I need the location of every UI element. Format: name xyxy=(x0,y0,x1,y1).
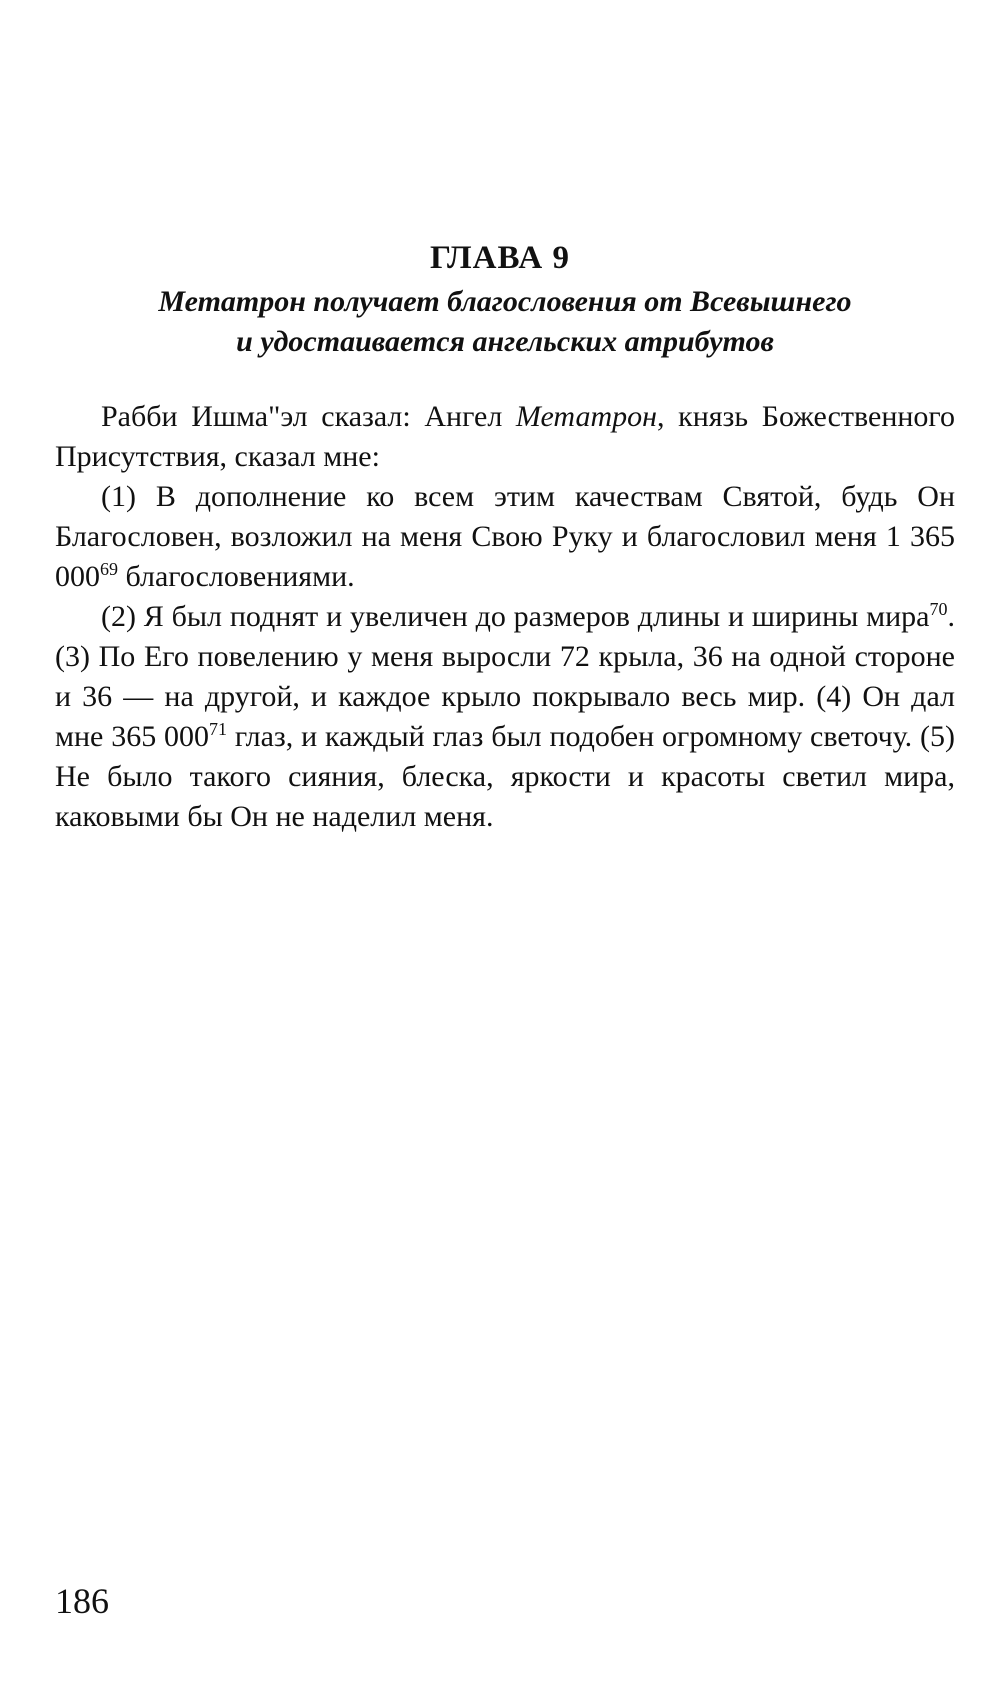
paragraph-3-text-a: (2) Я был поднят и увеличен до размеров длины и ширины мира xyxy=(101,600,930,633)
footnote-ref-70: 70 xyxy=(929,599,948,619)
paragraph-2-text-a: (1) В дополнение ко всем этим качествам Святой, будь Он Благословен, возложил на меня Свою Руку и благословил меня 1 365 000 xyxy=(55,480,955,593)
paragraph-1-text-a: Рабби Ишма"эл сказал: Ангел xyxy=(101,400,516,433)
footnote-ref-69: 69 xyxy=(100,559,118,579)
paragraph-3-text-c: глаз, и каждый глаз был подобен огромному светочу. (5) Не было такого сияния, блеска, яркости и красоты светил мира, каковыми бы Он не наделил меня. xyxy=(55,720,955,833)
chapter-subtitle-line-2: и удостаивается ангельских атрибутов xyxy=(236,325,774,358)
paragraph-2 xyxy=(55,477,955,597)
body-text xyxy=(55,397,955,837)
paragraph-3 xyxy=(55,597,955,837)
angel-name: Метатрон xyxy=(515,400,657,433)
paragraph-1 xyxy=(55,397,955,477)
footnote-ref-71: 71 xyxy=(209,719,228,739)
paragraph-3-text-b: . (3) По Его повелению у меня выросли 72 крыла, 36 на одной стороне и 36 — на другой, и каждое крыло покрывало весь мир. (4) Он дал мне 365 000 xyxy=(55,600,955,753)
chapter-heading: ГЛАВА 9 xyxy=(430,240,570,276)
paragraph-2-text-b: благословениями. xyxy=(118,560,355,593)
page-number: 186 xyxy=(55,1581,109,1621)
chapter-subtitle xyxy=(55,282,955,362)
chapter-subtitle-line-1: Метатрон получает благословения от Всевышнего xyxy=(158,285,852,318)
paragraph-1-text-b: , князь Божественного Присутствия, сказал мне: xyxy=(55,400,955,473)
